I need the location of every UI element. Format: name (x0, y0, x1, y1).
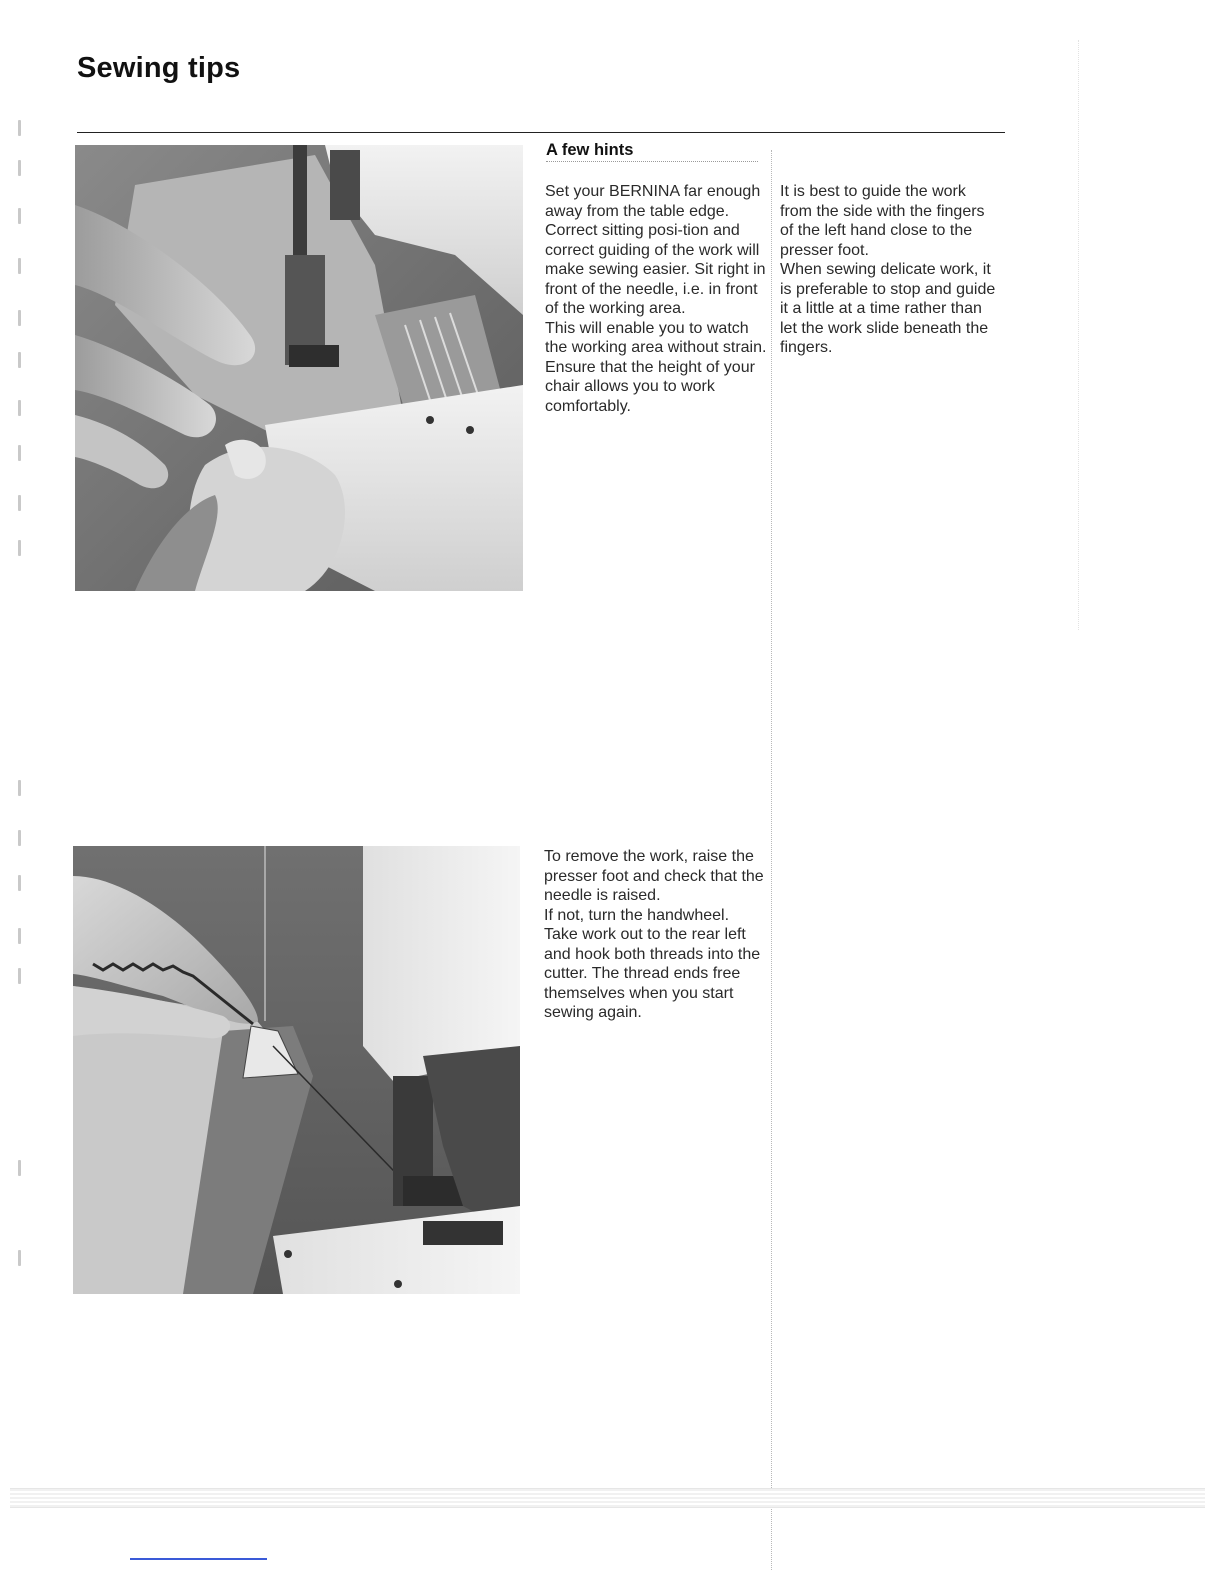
bottom-scan-band (10, 1488, 1205, 1508)
page-title: Sewing tips (77, 52, 241, 84)
remove-work-paragraph: To remove the work, raise the presser foot and check that the needle is raised. (544, 848, 764, 904)
hints-paragraph: Set your BERNINA far enough away from the table edge. Correct sitting posi-tion and correct guiding of the work will make sewing easier. Sit right in front of the needle, i.e. in front of the working area. (545, 183, 766, 317)
hints-column-1 (545, 182, 767, 416)
hints-paragraph: Ensure that the height of your chair allows you to work comfortably. (545, 358, 755, 415)
bottom-link-line (130, 1558, 267, 1560)
remove-work-paragraph: Take work out to the rear left and hook both threads into the cutter. The thread ends free themselves when you start sewing again. (544, 926, 761, 1021)
photo-hands-guiding-fabric (75, 145, 523, 591)
column-divider (771, 150, 772, 1570)
hints-paragraph: This will enable you to watch the working area without strain. (545, 319, 767, 356)
photo-thread-cutter (73, 846, 520, 1294)
remove-work-text (544, 847, 768, 1023)
title-rule (77, 132, 1005, 133)
right-edge-line (1078, 40, 1079, 630)
section-heading: A few hints (546, 141, 634, 159)
heading-underline (546, 161, 758, 162)
remove-work-paragraph: If not, turn the handwheel. (544, 906, 730, 924)
hints-paragraph: It is best to guide the work from the side with the fingers of the left hand close to the presser foot. (780, 183, 985, 259)
hints-paragraph: When sewing delicate work, it is preferable to stop and guide it a little at a time rather than let the work slide beneath the fingers. (780, 261, 996, 356)
margin-scan-marks (14, 100, 30, 1340)
hints-column-2 (780, 182, 1000, 358)
